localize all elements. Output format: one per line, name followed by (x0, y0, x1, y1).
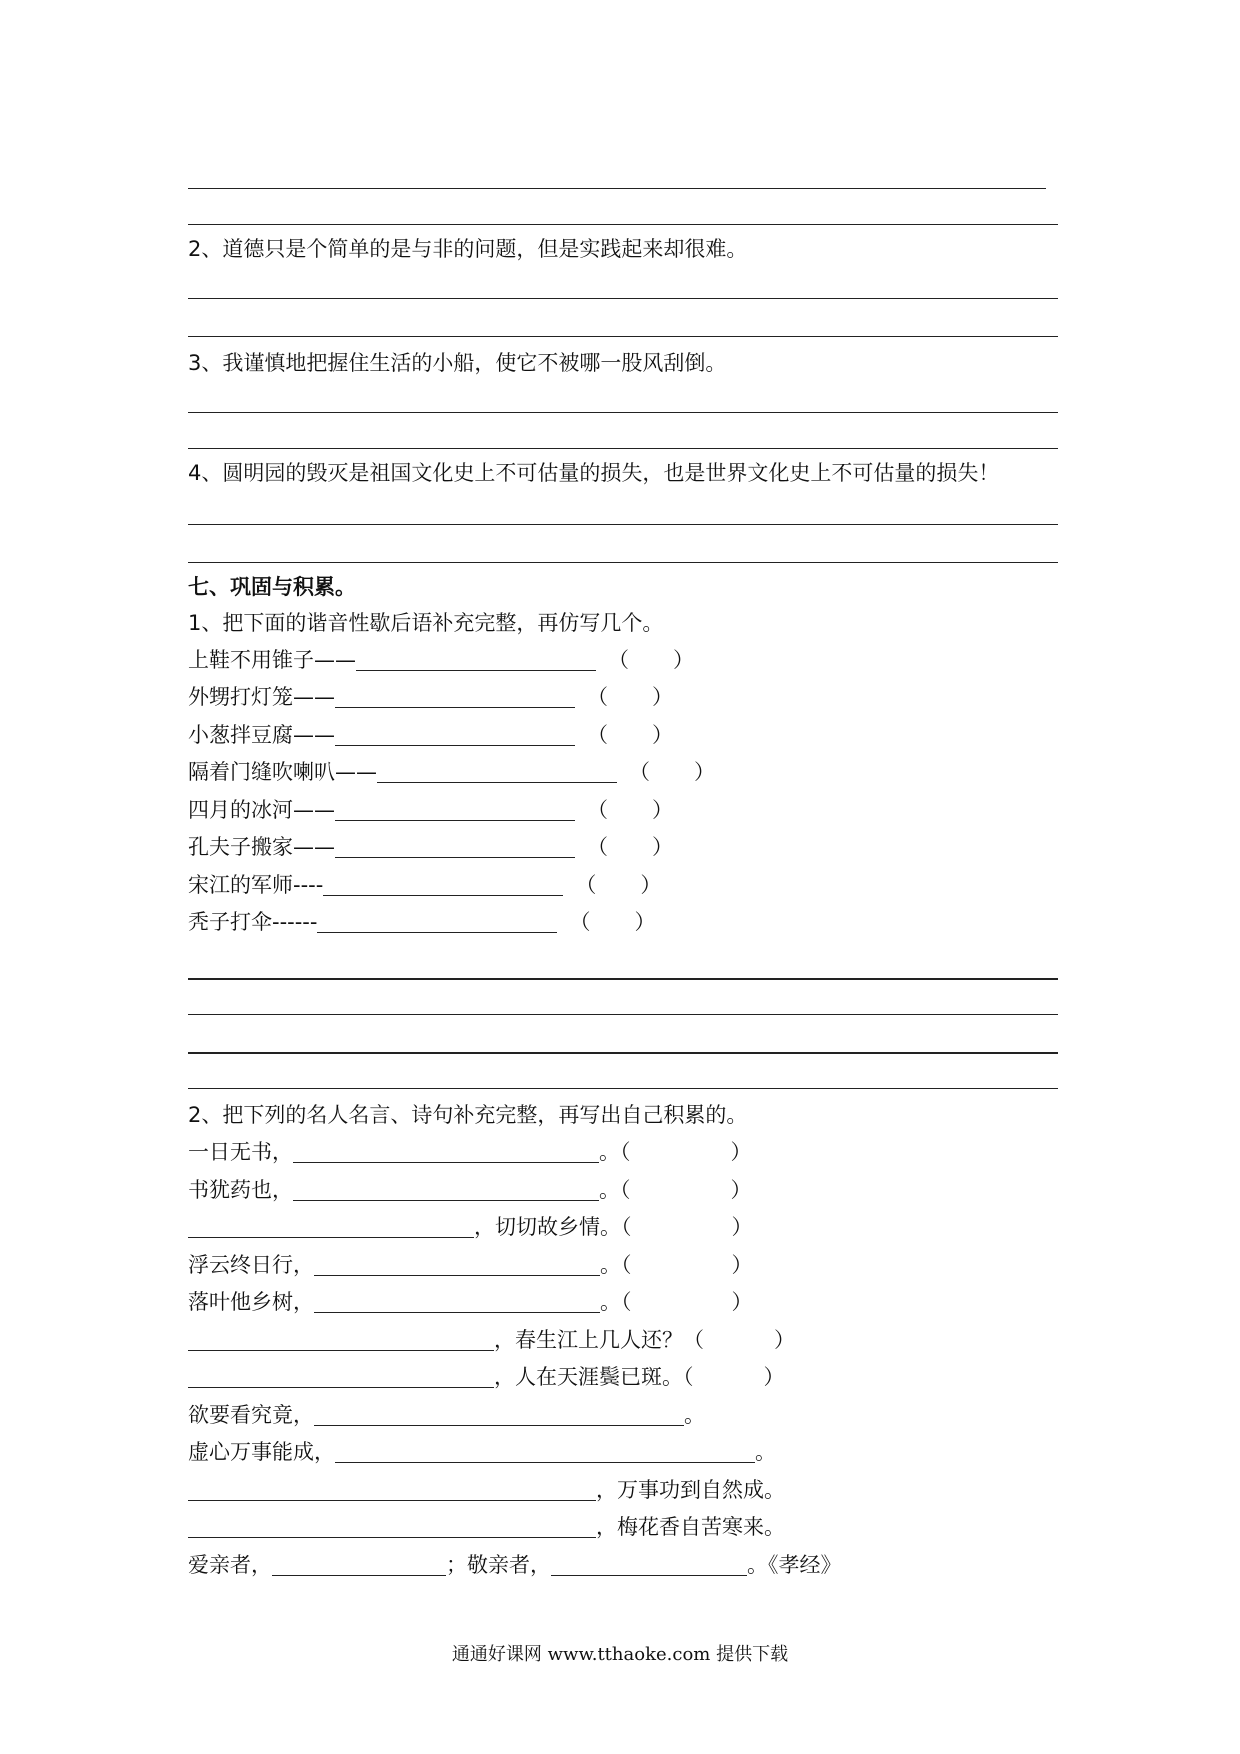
xiehouyu-item: 四月的冰河—— （ ） (188, 798, 673, 822)
answer-line[interactable] (188, 562, 1058, 563)
question-7-1: 1、把下面的谐音性歇后语补充完整，再仿写几个。 (188, 611, 664, 635)
quote-item: 落叶他乡树， 。（ ） (188, 1290, 753, 1314)
xiehouyu-item: 宋江的军师---- （ ） (188, 873, 662, 897)
quote-item: ，春生江上几人还？（ ） (188, 1325, 795, 1355)
answer-line[interactable] (188, 188, 1046, 189)
quote-item: 一日无书， 。（ ） (188, 1140, 752, 1164)
xiehouyu-item: 孔夫子搬家—— （ ） (188, 835, 673, 859)
fill-blank[interactable] (188, 1328, 494, 1351)
answer-line[interactable] (188, 1014, 1058, 1015)
fill-blank[interactable] (314, 1253, 600, 1276)
answer-line[interactable] (188, 298, 1058, 299)
fill-blank[interactable] (293, 1178, 599, 1201)
fill-blank[interactable] (188, 1215, 474, 1238)
quote-item: ，人在天涯鬓已斑。（ ） (188, 1362, 785, 1392)
fill-blank[interactable] (314, 1290, 600, 1313)
fill-blank[interactable] (272, 1553, 446, 1576)
fill-blank[interactable] (314, 1403, 684, 1426)
section-title: 七、巩固与积累。 (188, 575, 356, 599)
xiehouyu-item: 上鞋不用锥子—— （ ） (188, 648, 694, 672)
quote-item: ，切切故乡情。（ ） (188, 1212, 753, 1242)
answer-line[interactable] (188, 336, 1058, 337)
answer-line[interactable] (188, 524, 1058, 525)
fill-blank[interactable] (188, 1365, 494, 1388)
xiehouyu-item: 秃子打伞------ （ ） (188, 910, 656, 934)
quote-item: 虚心万事能成， 。 (188, 1440, 776, 1464)
xiehouyu-item: 外甥打灯笼—— （ ） (188, 685, 673, 709)
footer-credit: 通通好课网 www.tthaoke.com 提供下载 (451, 1644, 789, 1665)
fill-blank[interactable] (293, 1140, 599, 1163)
answer-line[interactable] (188, 448, 1058, 449)
answer-line[interactable] (188, 1088, 1058, 1089)
quote-item: 浮云终日行， 。（ ） (188, 1253, 753, 1277)
question-6-2: 2、道德只是个简单的是与非的问题，但是实践起来却很难。 (188, 237, 748, 261)
quote-item: ，万事功到自然成。 (188, 1475, 785, 1505)
quote-item: 欲要看究竟， 。 (188, 1403, 705, 1427)
question-6-3: 3、我谨慎地把握住生活的小船，使它不被哪一股风刮倒。 (188, 351, 727, 375)
fill-blank[interactable] (335, 1440, 755, 1463)
fill-blank[interactable] (188, 1478, 596, 1501)
answer-line[interactable] (188, 412, 1058, 413)
quote-item: 书犹药也， 。（ ） (188, 1178, 752, 1202)
quote-item: 爱亲者， ；敬亲者， 。《孝经》 (188, 1553, 842, 1577)
answer-line[interactable] (188, 978, 1058, 980)
fill-blank[interactable] (335, 835, 575, 858)
quote-item: ，梅花香自苦寒来。 (188, 1512, 785, 1542)
fill-blank[interactable] (551, 1553, 747, 1576)
fill-blank[interactable] (335, 798, 575, 821)
fill-blank[interactable] (323, 873, 563, 896)
question-6-4: 4、圆明园的毁灭是祖国文化史上不可估量的损失，也是世界文化史上不可估量的损失！ (188, 461, 1000, 485)
answer-line[interactable] (188, 224, 1058, 225)
fill-blank[interactable] (356, 648, 596, 671)
xiehouyu-item: 小葱拌豆腐—— （ ） (188, 723, 673, 747)
fill-blank[interactable] (188, 1515, 596, 1538)
fill-blank[interactable] (317, 910, 557, 933)
answer-line[interactable] (188, 1052, 1058, 1054)
fill-blank[interactable] (335, 723, 575, 746)
fill-blank[interactable] (377, 760, 617, 783)
fill-blank[interactable] (335, 685, 575, 708)
question-7-2: 2、把下列的名人名言、诗句补充完整，再写出自己积累的。 (188, 1103, 748, 1127)
xiehouyu-item: 隔着门缝吹喇叭—— （ ） (188, 760, 715, 784)
